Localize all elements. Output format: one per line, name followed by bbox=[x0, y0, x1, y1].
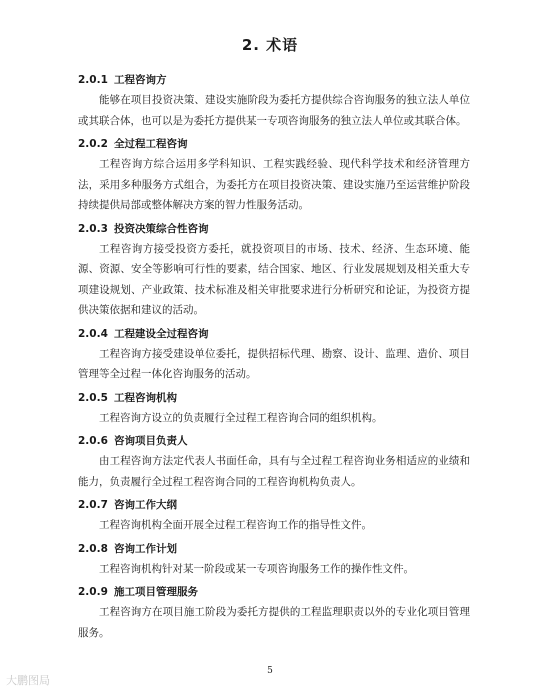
term-heading bbox=[78, 388, 470, 408]
term-definition: 工程咨询方在项目施工阶段为委托方提供的工程监理职责以外的专业化项目管理服务。 bbox=[78, 606, 470, 639]
term-heading bbox=[78, 495, 470, 515]
term-definition: 能够在项目投资决策、建设实施阶段为委托方提供综合咨询服务的独立法人单位或其联合体，也可以是为委托方提供某一专项咨询服务的独立法人单位或其联合体。 bbox=[78, 94, 470, 127]
term-number: 2.0.4 bbox=[78, 327, 108, 340]
term-definition: 工程咨询机构针对某一阶段或某一专项咨询服务工作的操作性文件。 bbox=[99, 562, 414, 575]
term-title: 工程建设全过程咨询 bbox=[114, 327, 209, 340]
term-item bbox=[78, 70, 470, 131]
term-definition: 由工程咨询方法定代表人书面任命，具有与全过程工程咨询业务相适应的业绩和能力，负责履行全过程工程咨询合同的工程咨询机构负责人。 bbox=[78, 455, 470, 488]
term-title: 咨询项目负责人 bbox=[114, 435, 188, 447]
term-heading bbox=[78, 134, 470, 154]
term-heading bbox=[78, 431, 470, 451]
term-title: 投资决策综合性咨询 bbox=[114, 222, 209, 235]
term-number: 2.0.7 bbox=[78, 499, 108, 511]
term-number: 2.0.9 bbox=[78, 586, 108, 598]
term-number: 2.0.5 bbox=[78, 391, 108, 404]
term-heading bbox=[78, 324, 470, 344]
term-number: 2.0.3 bbox=[78, 222, 108, 235]
terms-list bbox=[78, 70, 470, 646]
term-definition: 工程咨询机构全面开展全过程工程咨询工作的指导性文件。 bbox=[99, 519, 372, 531]
term-title: 咨询工作大纲 bbox=[114, 499, 177, 511]
term-number: 2.0.6 bbox=[78, 435, 108, 447]
term-definition: 工程咨询方综合运用多学科知识、工程实践经验、现代科学技术和经济管理方法，采用多种服务方式组合，为委托方在项目投资决策、建设实施乃至运营维护阶段持续提供局部或整体解决方案的智力性服务活动。 bbox=[78, 158, 470, 211]
term-definition: 工程咨询方接受建设单位委托，提供招标代理、勘察、设计、监理、造价、项目管理等全过程一体化咨询服务的活动。 bbox=[78, 347, 470, 380]
term-heading bbox=[78, 219, 470, 239]
term-number: 2.0.8 bbox=[78, 542, 108, 555]
term-item bbox=[78, 431, 470, 492]
term-title: 工程咨询方 bbox=[114, 74, 167, 86]
term-number: 2.0.1 bbox=[78, 74, 108, 86]
term-item bbox=[78, 388, 470, 429]
term-item bbox=[78, 324, 470, 385]
page-title: 2. 术语 bbox=[241, 36, 299, 54]
term-number: 2.0.2 bbox=[78, 138, 108, 150]
term-item bbox=[78, 582, 470, 643]
term-heading bbox=[78, 70, 470, 90]
watermark: 大鹏图局 bbox=[6, 674, 50, 687]
term-item bbox=[78, 495, 470, 536]
page-number: 5 bbox=[267, 666, 273, 676]
term-title: 工程咨询机构 bbox=[114, 391, 177, 404]
term-item bbox=[78, 134, 470, 216]
term-title: 咨询工作计划 bbox=[114, 542, 177, 555]
term-definition: 工程咨询方设立的负责履行全过程工程咨询合同的组织机构。 bbox=[99, 411, 383, 424]
term-item bbox=[78, 219, 470, 321]
term-title: 施工项目管理服务 bbox=[114, 586, 198, 598]
term-heading bbox=[78, 539, 470, 559]
term-title: 全过程工程咨询 bbox=[114, 138, 188, 150]
term-heading bbox=[78, 582, 470, 602]
term-item bbox=[78, 539, 470, 580]
term-definition: 工程咨询方接受投资方委托，就投资项目的市场、技术、经济、生态环境、能源、资源、安全等影响可行性的要素，结合国家、地区、行业发展规划及相关重大专项建设规划、产业政策、技术标准及相关审批要求进行分析研究和论证，为投资方提供决策依据和建议的活动。 bbox=[78, 242, 470, 316]
